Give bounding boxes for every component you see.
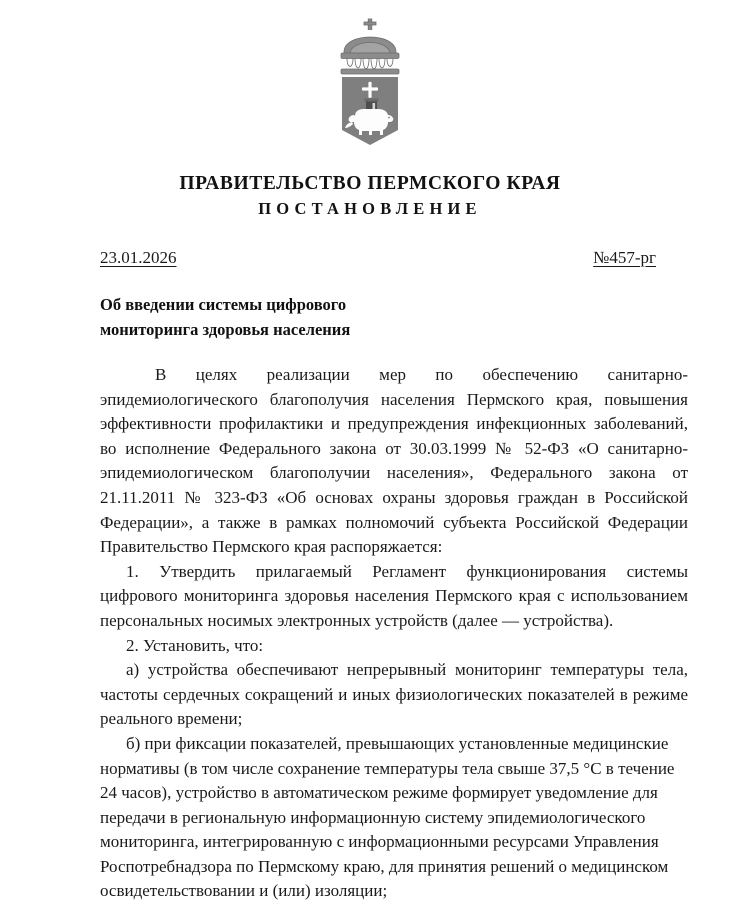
paragraph-item-2: 2. Установить, что: [126,635,264,655]
emblem-container [0,12,740,150]
document-body [100,363,688,904]
document-meta-row [100,248,656,268]
paragraph-item-2a: а) устройства обеспечивают непрерывный мониторинг температуры тела, частоты сердечных сокращений и иных физиологических показателей в режиме реального времени; [100,660,688,729]
paragraph-item-1: 1. Утвердить прилагаемый Регламент функционирования системы цифрового мониторинга здоровья населения Пермского края с использованием персональных носимых электронных устройств (далее — устройства). [100,561,688,630]
organization-title: ПРАВИТЕЛЬСТВО ПЕРМСКОГО КРАЯ [179,173,561,194]
document-number: №457-рг [593,248,656,267]
coat-of-arms-perm-krai-icon [314,12,426,150]
document-type: ПОСТАНОВЛЕНИЕ [258,199,482,219]
document-subject [100,293,520,342]
document-header [0,172,740,219]
paragraph-item-2b: б) при фиксации показателей, превышающих установленные медицинские нормативы (в том числе сохранение температуры тела свыше 37,5 °C в течение 24 часов), устройство в автоматическом режиме формирует уведомление для передачи в региональную информационную систему эпидемиологического мониторинга, интегрированную с информационными ресурсами Управления Роспотребнадзора по Пермскому краю, для принятия решений о медицинском освидетельствовании и (или) изоляции; [100,733,675,901]
document-date: 23.01.2026 [100,248,177,267]
paragraph-preamble: В целях реализации мер по обеспечению санитарно-эпидемиологического благополучия населения Пермского края, повышения эффективности профилактики и предупреждения инфекционных заболеваний, во исполнение Федерального закона от 30.03.1999 № 52-ФЗ «О санитарно-эпидемиологическом благополучии населения», Федерального закона от 21.11.2011 № 323-ФЗ «Об основах охраны здоровья граждан в Российской Федерации», а также в рамках полномочий субъекта Российской Федерации Правительство Пермского края распоряжается: [100,365,688,557]
subject-line-1: Об введении системы цифрового [100,295,347,314]
subject-line-2: мониторинга здоровья населения [100,319,351,339]
